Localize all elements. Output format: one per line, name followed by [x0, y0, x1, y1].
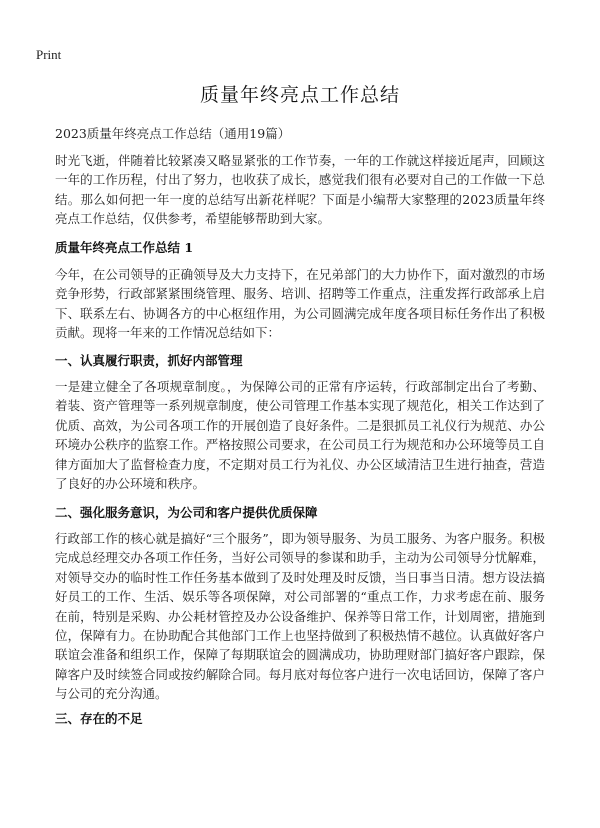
part-two-heading: 二、强化服务意识，为公司和客户提供优质保障: [55, 505, 318, 520]
intro-paragraph: 时光飞逝，伴随着比较紧凑又略显紧张的工作节奏，一年的工作就这样接近尾声，回顾这一年的工作历程，付出了努力，也收获了成长，感觉我们很有必要对自己的工作做一下总结。那么如何把一年一度的总结写出新花样呢？下面是小编帮大家整理的2023质量年终亮点工作总结，仅供参考，希望能够帮助到大家。: [55, 153, 545, 227]
part-one-heading: 一、认真履行职责，抓好内部管理: [55, 353, 243, 368]
section-intro-paragraph: 今年，在公司领导的正确领导及大力支持下，在兄弟部门的大力协作下，面对激烈的市场竞争形势，行政部紧紧围绕管理、服务、培训、招聘等工作重点，注重发挥行政部承上启下、联系左右、协调各方的中心枢纽作用，为公司圆满完成年度各项目标任务作出了积极贡献。现将一年来的工作情况总结如下：: [55, 267, 545, 341]
document-subtitle: 2023质量年终亮点工作总结（通用19篇）: [55, 126, 291, 141]
print-link[interactable]: Print: [36, 47, 62, 62]
section-heading: 质量年终亮点工作总结 1: [55, 240, 194, 255]
part-two-paragraph: 行政部工作的核心就是搞好“三个服务”，即为领导服务、为员工服务、为客户服务。积极完成总经理交办各项工作任务，当好公司领导的参谋和助手，主动为公司领导分忧解难，对领导交办的临时性工作任务基本做到了及时处理及时反馈，当日事当日清。想方设法搞好员工的工作、生活、娱乐等各项保障，对公司部署的“重点工作，力求考虑在前、服务在前，特别是采购、办公耗材管控及办公设备维护、保养等日常工作，计划周密，措施到位，保障有力。在协助配合其他部门工作上也坚持做到了积极热情不越位。认真做好客户联谊会准备和组织工作，保障了每期联谊会的圆满成功，协助理财部门搞好客户跟踪，保障客户及时续签合同或按约解除合同。每月底对每位客户进行一次电话回访，保障了客户与公司的充分沟通。: [55, 531, 545, 702]
part-three-heading: 三、存在的不足: [55, 711, 143, 726]
page-title: 质量年终亮点工作总结: [199, 84, 400, 106]
part-one-paragraph: 一是建立健全了各项规章制度。，为保障公司的正常有序运转，行政部制定出台了考勤、着装、资产管理等一系列规章制度，使公司管理工作基本实现了规范化，相关工作达到了优质、高效，为公司各项工作的开展创造了良好条件。二是狠抓员工礼仪行为规范、办公环境办公秩序的监察工作。严格按照公司要求，在公司员工行为规范和办公环境等员工自律方面加大了监督检查力度，不定期对员工行为礼仪、办公区域清洁卫生进行抽查，营造了良好的办公环境和秩序。: [55, 379, 545, 492]
